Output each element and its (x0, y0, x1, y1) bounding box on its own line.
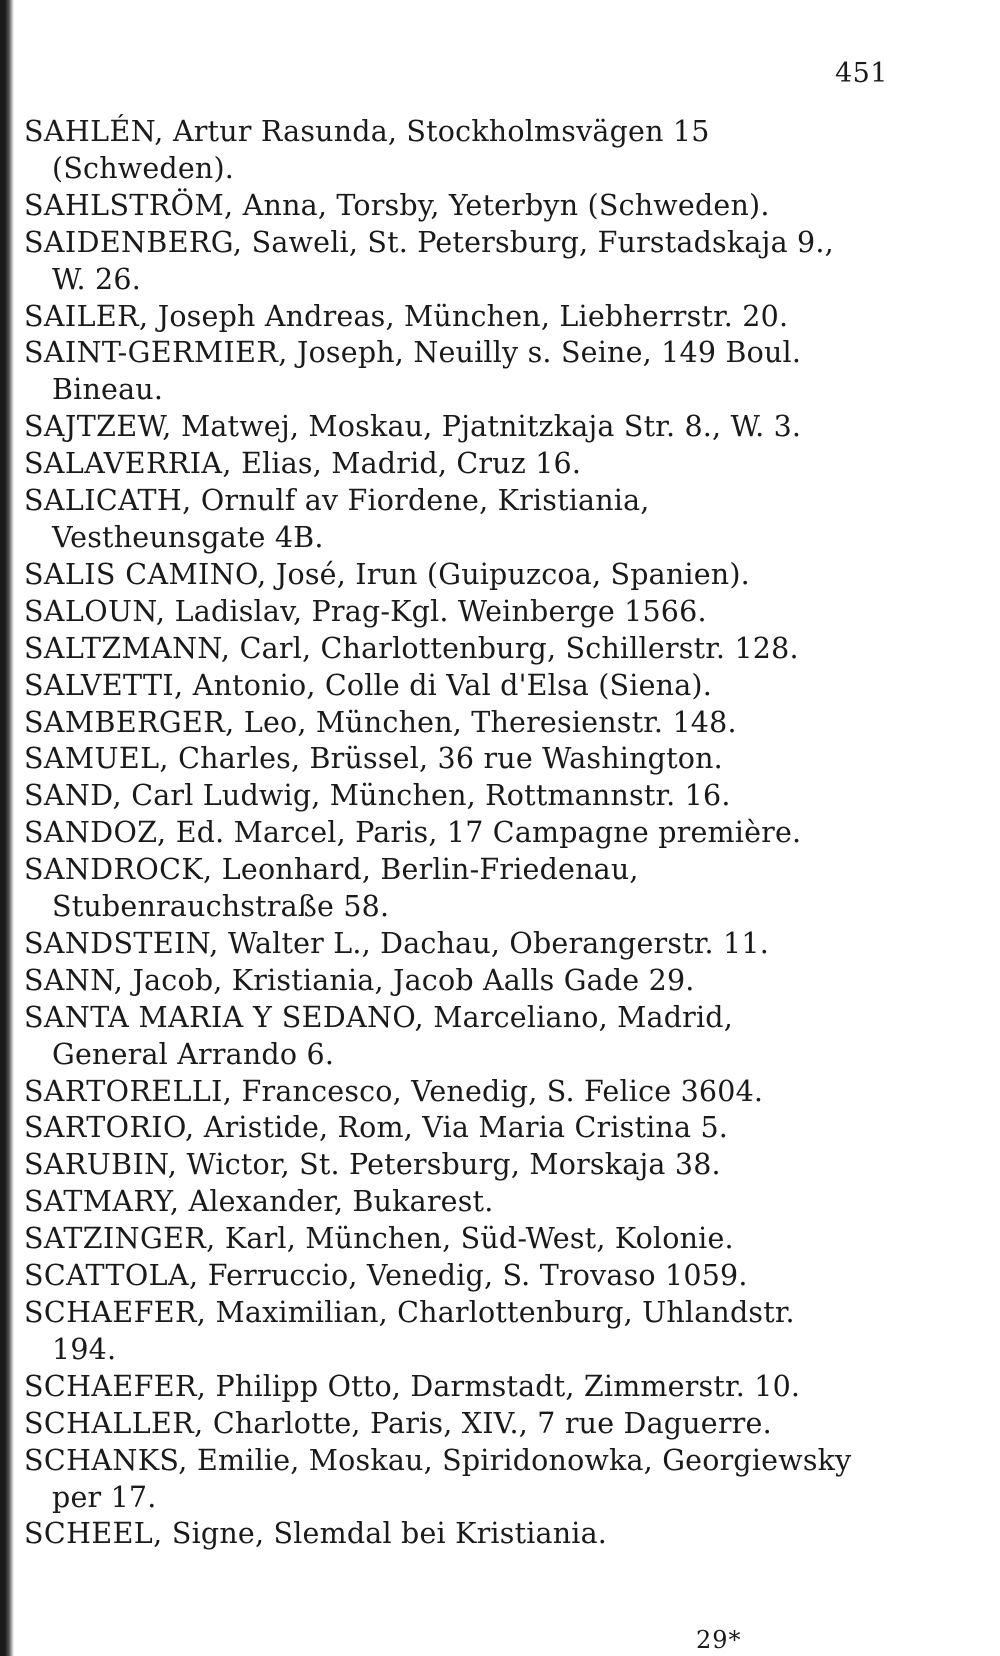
entry-details: Joseph, Neuilly s. Seine, 149 Boul. Bineau. (52, 336, 802, 407)
entry-details: Ladislav, Prag-Kgl. Weinberge 1566. (174, 594, 707, 628)
entry-details: Ornulf av Fiordene, Kristiania, Vestheunsgate 4B. (52, 484, 650, 554)
directory-entry (24, 483, 854, 557)
entry-surname: SALTZMANN, (24, 631, 231, 665)
directory-entry (24, 705, 854, 742)
directory-entry (24, 188, 854, 225)
entry-details: Philipp Otto, Darmstadt, Zimmerstr. 10. (215, 1369, 801, 1403)
directory-entry (24, 1295, 854, 1369)
directory-entry (24, 1443, 854, 1517)
directory-entry (24, 225, 854, 299)
entry-details: Signe, Slemdal bei Kristiania. (171, 1517, 608, 1551)
sheet-signature: 29* (696, 1626, 742, 1654)
entry-details: Emilie, Moskau, Spiridonowka, Georgiewsky per 17. (52, 1443, 852, 1514)
entry-surname: SATMARY, (24, 1185, 180, 1219)
entry-surname: SCHEEL, (24, 1517, 163, 1551)
entry-details: Matwej, Moskau, Pjatnitzkaja Str. 8., W. 3. (180, 410, 802, 444)
directory-entry (24, 1147, 854, 1184)
directory-entry (24, 741, 854, 778)
entry-surname: SCHAEFER, (24, 1369, 207, 1403)
directory-entry (24, 1110, 854, 1147)
directory-entry (24, 1406, 854, 1443)
entry-details: Karl, München, Süd-West, Kolonie. (224, 1222, 734, 1256)
entry-surname: SANDSTEIN, (24, 926, 219, 960)
directory-entry (24, 926, 854, 963)
entry-details: Joseph Andreas, München, Liebherrstr. 20. (157, 299, 789, 333)
entry-surname: SANDOZ, (24, 816, 167, 850)
entry-details: Elias, Madrid, Cruz 16. (241, 447, 582, 481)
binding-edge-shadow (0, 0, 14, 1656)
directory-entry (24, 1221, 854, 1258)
page-number: 451 (834, 58, 888, 89)
entry-surname: SCHAEFER, (24, 1296, 207, 1329)
entry-details: Ferruccio, Venedig, S. Trovaso 1059. (207, 1259, 748, 1293)
directory-entry (24, 1074, 854, 1111)
entry-surname: SAMUEL, (24, 742, 169, 776)
entry-details: Alexander, Bukarest. (188, 1185, 494, 1219)
entry-surname: SALICATH, (24, 484, 192, 518)
directory-entry (24, 852, 854, 926)
directory-entry (24, 335, 854, 409)
entry-surname: SAJTZEW, (24, 410, 172, 444)
entry-surname: SARUBIN, (24, 1148, 178, 1182)
entry-surname: SALIS CAMINO, (24, 557, 267, 591)
entry-surname: SAILER, (24, 299, 149, 333)
entry-details: Aristide, Rom, Via Maria Cristina 5. (203, 1111, 729, 1145)
entry-details: Carl, Charlottenburg, Schillerstr. 128. (239, 631, 799, 665)
directory-entry (24, 446, 854, 483)
entry-details: Antonio, Colle di Val d'Elsa (Siena). (192, 668, 712, 702)
entry-surname: SCATTOLA, (24, 1259, 199, 1293)
entry-details: Leo, München, Theresienstr. 148. (243, 705, 737, 739)
entry-details: Ed. Marcel, Paris, 17 Campagne première. (175, 816, 802, 850)
entry-details: Saweli, St. Petersburg, Furstadskaja 9., W. 26. (52, 225, 834, 296)
entry-surname: SATZINGER, (24, 1222, 216, 1256)
entry-details: Maximilian, Charlottenburg, Uhlandstr. 194. (52, 1296, 795, 1366)
entry-surname: SAHLÉN, (24, 115, 164, 148)
entry-details: José, Irun (Guipuzcoa, Spanien). (275, 557, 750, 591)
entry-details: Carl Ludwig, München, Rottmannstr. 16. (131, 779, 731, 813)
entry-details: Charlotte, Paris, XIV., 7 rue Daguerre. (212, 1406, 772, 1440)
directory-entry (24, 299, 854, 336)
directory-entry (24, 557, 854, 594)
directory-entry (24, 1516, 854, 1553)
directory-entry (24, 1369, 854, 1406)
entry-surname: SALVETTI, (24, 668, 184, 702)
entry-surname: SAND, (24, 779, 122, 813)
entry-details: Marceliano, Madrid, General Arrando 6. (52, 1000, 733, 1071)
entry-surname: SALOUN, (24, 594, 166, 628)
entry-details: Anna, Torsby, Yeterbyn (Schweden). (242, 188, 770, 222)
directory-entry (24, 594, 854, 631)
directory-entry (24, 1258, 854, 1295)
entry-surname: SAIDENBERG, (24, 225, 243, 259)
entry-details: Francesco, Venedig, S. Felice 3604. (241, 1074, 764, 1108)
entry-surname: SAINT-GERMIER, (24, 336, 288, 370)
entry-surname: SCHANKS, (24, 1443, 188, 1477)
directory-entry (24, 631, 854, 668)
directory-entry (24, 778, 854, 815)
entry-surname: SANDROCK, (24, 853, 213, 887)
entry-surname: SAMBERGER, (24, 705, 235, 739)
entry-details: Walter L., Dachau, Oberangerstr. 11. (227, 926, 769, 960)
directory-entry (24, 668, 854, 705)
directory-entry (24, 963, 854, 1000)
entry-details: Jacob, Kristiania, Jacob Aalls Gade 29. (132, 963, 695, 997)
directory-entry (24, 815, 854, 852)
directory-entry (24, 1184, 854, 1221)
directory-entry (24, 409, 854, 446)
entry-details: Leonhard, Berlin-Friedenau, Stubenrauchstraße 58. (52, 853, 639, 924)
directory-entries (24, 114, 854, 1553)
entry-surname: SANN, (24, 963, 124, 997)
entry-details: Wictor, St. Petersburg, Morskaja 38. (186, 1148, 721, 1182)
entry-surname: SANTA MARIA Y SEDANO, (24, 1000, 424, 1034)
entry-surname: SARTORELLI, (24, 1074, 233, 1108)
entry-surname: SAHLSTRÖM, (24, 188, 234, 222)
entry-details: Charles, Brüssel, 36 rue Washington. (178, 742, 723, 776)
entry-surname: SARTORIO, (24, 1111, 195, 1145)
entry-surname: SCHALLER, (24, 1406, 204, 1440)
directory-entry (24, 114, 854, 188)
entry-details: Artur Rasunda, Stockholmsvägen 15 (Schweden). (52, 115, 710, 185)
directory-entry (24, 1000, 854, 1074)
entry-surname: SALAVERRIA, (24, 447, 232, 481)
